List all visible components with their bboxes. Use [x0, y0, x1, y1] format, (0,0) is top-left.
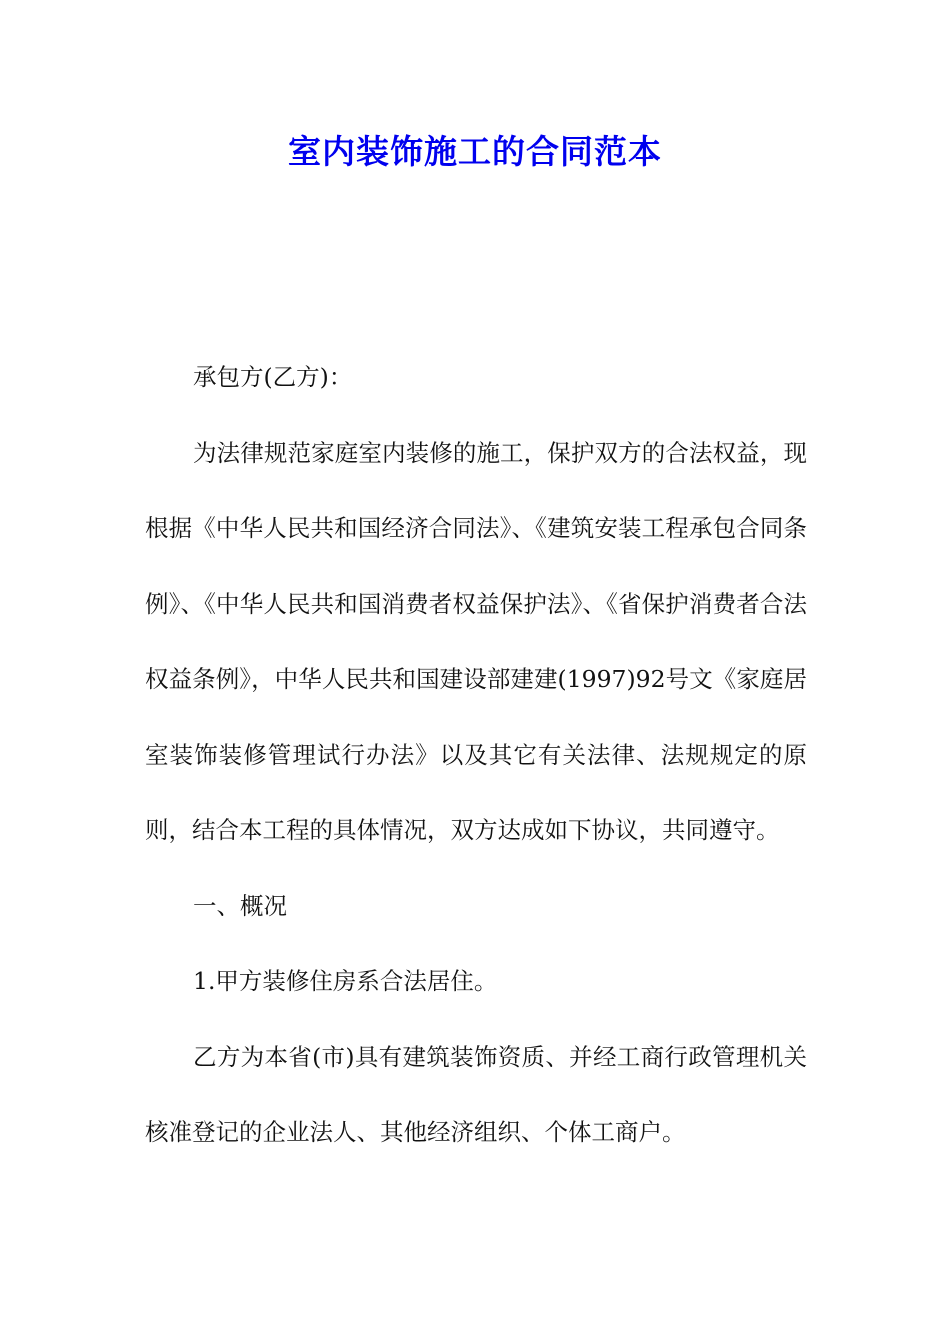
section-heading-overview: 一、概况 [193, 891, 287, 920]
document-body [145, 340, 807, 1171]
paragraph-preamble: 为法律规范家庭室内装修的施工，保护双方的合法权益，现根据《中华人民共和国经济合同法》、《建筑安装工程承包合同条例》、《中华人民共和国消费者权益保护法》、《省保护消费者合法权益条例》，中华人民共和国建设部建建(1997)92号文《家庭居室装饰装修管理试行办法》以及其它有关法律、法规规定的原则，结合本工程的具体情况，双方达成如下协议，共同遵守。 [145, 438, 807, 844]
paragraph-clause-1: 1.甲方装修住房系合法居住。 [193, 967, 498, 995]
document-title: 室内装饰施工的合同范本 [288, 132, 662, 171]
paragraph-party-b: 乙方为本省(市)具有建筑装饰资质、并经工商行政管理机关核准登记的企业法人、其他经济组织、个体工商户。 [145, 1042, 807, 1146]
paragraph-contractor: 承包方(乙方)： [193, 363, 353, 391]
